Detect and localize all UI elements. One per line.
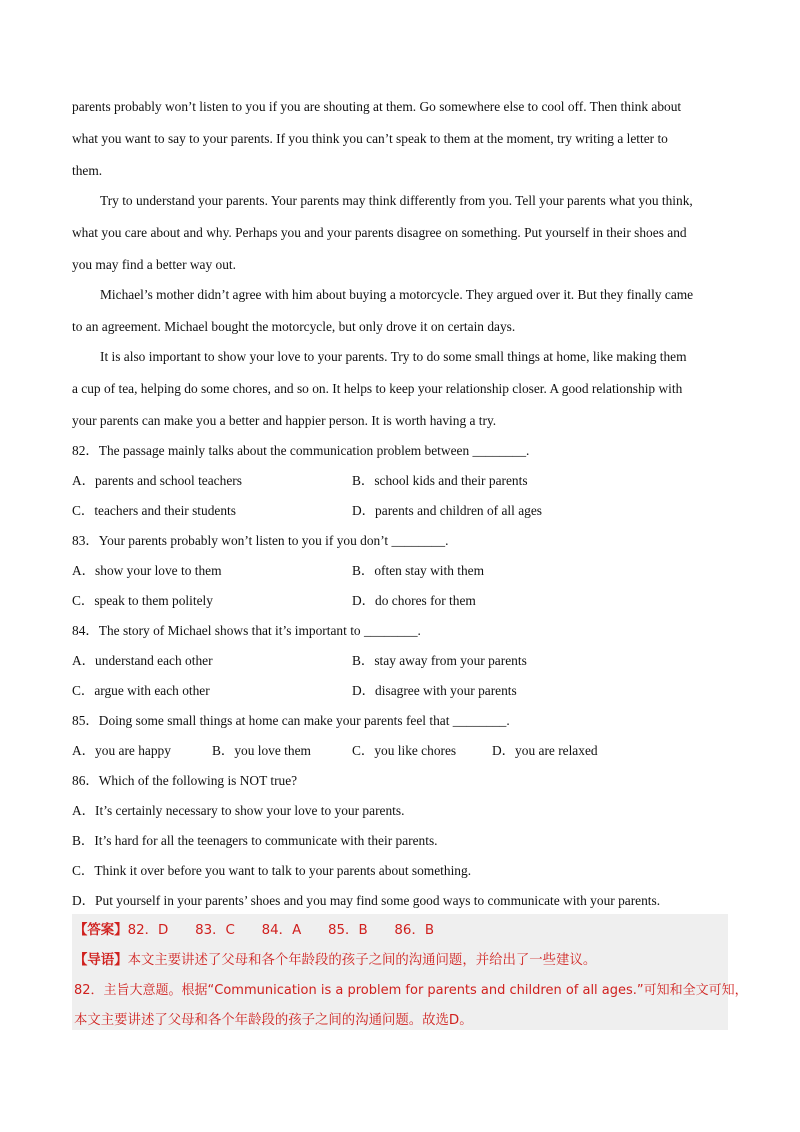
question-82-option-d: D．parents and children of all ages — [352, 503, 543, 518]
guide-label: 【导语】 — [74, 953, 128, 968]
question-85-stem: 85．Doing some small things at home can make your parents feel that ________. — [72, 713, 510, 728]
passage-line: It is also important to show your love to your parents. Try to do some small things at home, like making them — [100, 349, 687, 364]
question-86-option-c: C．Think it over before you want to talk to your parents about something. — [72, 863, 472, 878]
passage-line: Try to understand your parents. Your parents may think differently from you. Tell your parents what you think, — [100, 193, 693, 208]
explanation-line: 本文主要讲述了父母和各个年龄段的孩子之间的沟通问题。故选D。 — [74, 1013, 473, 1028]
passage-line: them. — [72, 163, 103, 178]
question-85-option-a: A．you are happy — [72, 743, 171, 758]
question-84-option-d: D．disagree with your parents — [352, 683, 517, 698]
passage-line: what you care about and why. Perhaps you and your parents disagree on something. Put yourself in their shoes and — [72, 225, 687, 240]
passage-line: you may find a better way out. — [72, 257, 236, 272]
question-82-stem: 82．The passage mainly talks about the communication problem between ________. — [72, 443, 530, 458]
passage-line: parents probably won’t listen to you if you are shouting at them. Go somewhere else to cool off. Then think about — [72, 99, 682, 114]
passage-line: to an agreement. Michael bought the motorcycle, but only drove it on certain days. — [72, 319, 516, 334]
question-83-option-a: A．show your love to them — [72, 563, 222, 578]
question-86-option-b: B．It’s hard for all the teenagers to communicate with their parents. — [72, 833, 438, 848]
question-86-option-d: D．Put yourself in your parents’ shoes and you may find some good ways to communicate with your parents. — [72, 893, 661, 908]
passage-line: your parents can make you a better and happier person. It is worth having a try. — [72, 413, 497, 428]
question-82-option-a: A．parents and school teachers — [72, 473, 242, 488]
answer-key: 82．D 83．C 84．A 85．B 86．B — [127, 923, 435, 938]
question-84-option-c: C．argue with each other — [72, 683, 210, 698]
answer-line — [74, 922, 434, 940]
passage-line: Michael’s mother didn’t agree with him about buying a motorcycle. They argued over it. But they finally came — [100, 287, 694, 302]
question-83-option-d: D．do chores for them — [352, 593, 476, 608]
question-82-option-b: B．school kids and their parents — [352, 473, 528, 488]
question-83-stem: 83．Your parents probably won’t listen to you if you don’t ________. — [72, 533, 449, 548]
question-85-option-c: C．you like chores — [352, 743, 457, 758]
question-82-option-c: C．teachers and their students — [72, 503, 236, 518]
question-83-option-c: C．speak to them politely — [72, 593, 213, 608]
passage-line: what you want to say to your parents. If you think you can’t speak to them at the moment, try writing a letter to — [72, 131, 668, 146]
question-86-option-a: A．It’s certainly necessary to show your love to your parents. — [72, 803, 405, 818]
question-83-option-b: B．often stay with them — [352, 563, 485, 578]
answer-label: 【答案】 — [74, 923, 128, 938]
explanation-line: 82．主旨大意题。根据“Communication is a problem for parents and children of all ages.”可知和全文可知， — [74, 983, 748, 998]
question-85-option-d: D．you are relaxed — [492, 743, 598, 758]
guide-text: 本文主要讲述了父母和各个年龄段的孩子之间的沟通问题，并给出了一些建议。 — [127, 953, 597, 968]
question-86-stem: 86．Which of the following is NOT true? — [72, 773, 298, 788]
passage-line: a cup of tea, helping do some chores, and so on. It helps to keep your relationship closer. A good relationship with — [72, 381, 683, 396]
question-84-option-a: A．understand each other — [72, 653, 213, 668]
question-84-option-b: B．stay away from your parents — [352, 653, 527, 668]
question-84-stem: 84．The story of Michael shows that it’s important to ________. — [72, 623, 421, 638]
guide-line — [74, 952, 596, 970]
question-85-option-b: B．you love them — [212, 743, 311, 758]
